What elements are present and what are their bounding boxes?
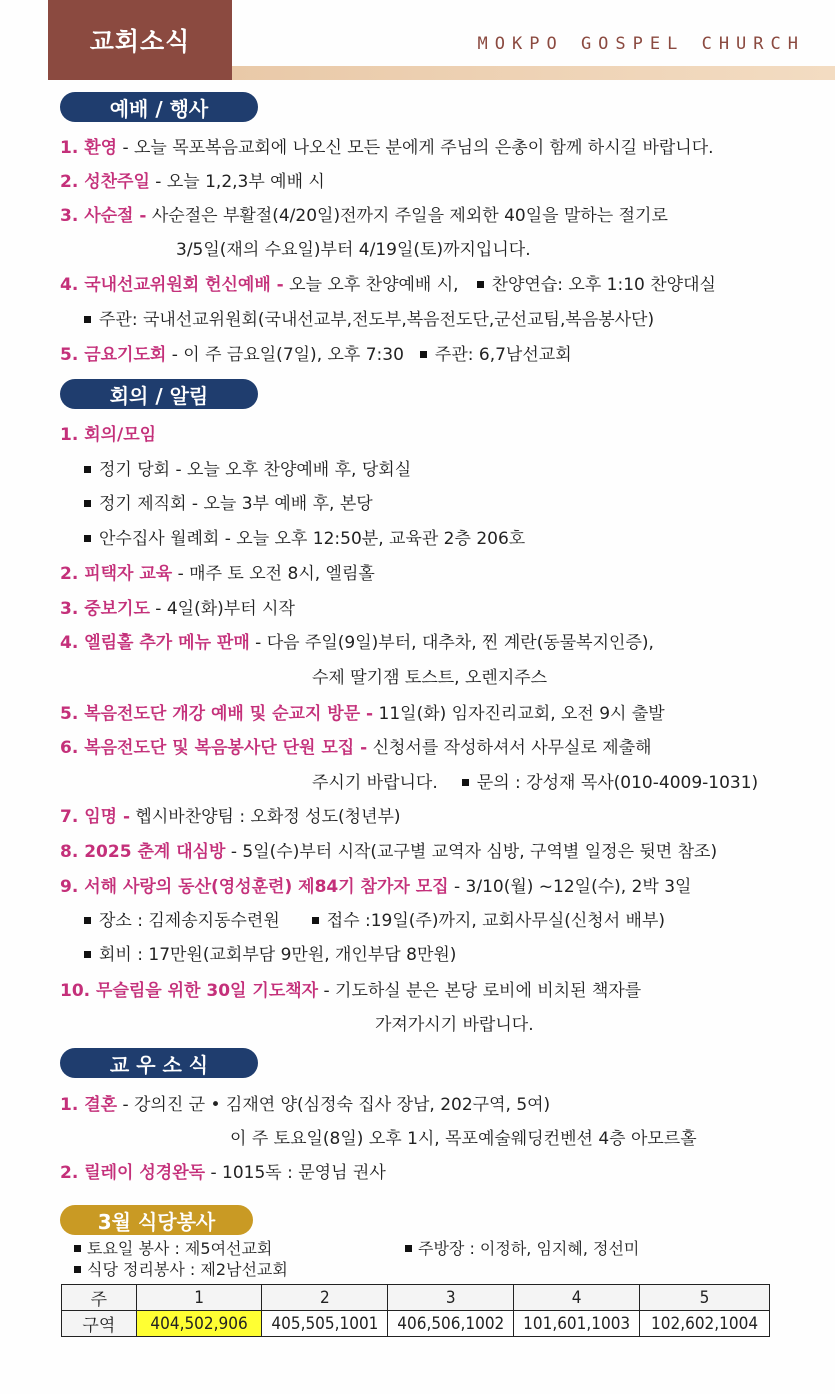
meeting-item-title: 7. 임명 -	[60, 807, 131, 827]
bullet-icon	[74, 1245, 81, 1252]
bullet-icon	[84, 535, 91, 542]
section-worship-header: 예배 / 행사	[60, 92, 258, 122]
worship-item-text: - 오늘 목포복음교회에 나오신 모든 분에게 주님의 은총이 함께 하시길 바랍니다.	[117, 138, 714, 158]
meeting-item-text: - 다음 주일(9일)부터, 대추차, 찐 계란(동물복지인증),	[249, 633, 654, 653]
table-cell: 406,506,1002	[388, 1311, 514, 1337]
members-item-2	[60, 1161, 386, 1185]
table-header-cell: 2	[262, 1285, 388, 1311]
meeting-item-9-sub	[82, 943, 456, 967]
meeting-item-6-cont	[312, 771, 758, 795]
table-row	[62, 1311, 770, 1337]
meeting-item-title: 8. 2025 춘계 대심방	[60, 842, 226, 862]
members-item-text: - 1015독 : 문영님 권사	[205, 1163, 386, 1183]
meeting-item-title: 1. 회의/모임	[60, 425, 157, 445]
table-header-cell: 1	[136, 1285, 262, 1311]
table-cell: 102,602,1004	[640, 1311, 770, 1337]
worship-item-3	[60, 204, 668, 228]
meeting-item-10	[60, 979, 641, 1003]
meeting-item-text: - 기도하실 분은 본당 로비에 비치된 책자를	[318, 981, 642, 1001]
meeting-item-4	[60, 631, 654, 655]
worship-item-text: 오늘 오후 찬양예배 시,	[283, 275, 459, 295]
meeting-item-text: 11일(화) 임자진리교회, 오전 9시 출발	[373, 704, 665, 724]
meeting-item-text: 헵시바찬양팀 : 오화정 성도(청년부)	[130, 807, 401, 827]
worship-item-title: 4. 국내선교위원회 헌신예배 -	[60, 275, 284, 295]
cafeteria-cleanup-text: 식당 정리봉사 : 제2남선교회	[87, 1260, 288, 1279]
meeting-item-7	[60, 805, 401, 829]
meeting-item-cont-text: 주시기 바랍니다.	[312, 773, 438, 793]
bullet-icon	[84, 500, 91, 507]
worship-item-2	[60, 170, 325, 194]
meeting-item-text: - 4일(화)부터 시작	[149, 599, 295, 619]
meeting-item-title: 4. 엘림홀 추가 메뉴 판매	[60, 633, 250, 653]
meeting-item-text: - 3/10(월) ~12일(수), 2박 3일	[448, 877, 692, 897]
meeting-item-1-sub	[82, 458, 411, 482]
worship-item-5	[60, 343, 572, 367]
members-item-1-cont: 이 주 토요일(8일) 오후 1시, 목포예술웨딩컨벤션 4층 아모르홀	[230, 1129, 697, 1149]
table-cell: 405,505,1001	[262, 1311, 388, 1337]
bullet-icon	[84, 466, 91, 473]
table-header-row	[62, 1285, 770, 1311]
cafeteria-saturday-text: 토요일 봉사 : 제5여선교회	[87, 1239, 273, 1258]
section-members-header: 교 우 소 식	[60, 1048, 258, 1078]
worship-item-text: - 오늘 1,2,3부 예배 시	[149, 172, 325, 192]
worship-item-1	[60, 136, 714, 160]
worship-item-title: 2. 성찬주일	[60, 172, 150, 192]
worship-item-title: 3. 사순절 -	[60, 206, 147, 226]
bullet-icon	[420, 351, 427, 358]
table-cell: 구역	[62, 1311, 137, 1337]
meeting-item-sub-text: 안수집사 월례회 - 오늘 오후 12:50분, 교육관 2층 206호	[99, 529, 526, 549]
meeting-item-title: 9. 서해 사랑의 동산(영성훈련) 제84기 참가자 모집	[60, 877, 449, 897]
meeting-item-text: - 5일(수)부터 시작(교구별 교역자 심방, 구역별 일정은 뒷면 참조)	[225, 842, 718, 862]
cafeteria-kitchen-text: 주방장 : 이정하, 임지혜, 정선미	[418, 1239, 640, 1258]
members-item-title: 2. 릴레이 성경완독	[60, 1163, 206, 1183]
meeting-item-4-cont: 수제 딸기잼 토스트, 오렌지주스	[312, 668, 548, 688]
section-meeting-header: 회의 / 알림	[60, 379, 258, 409]
page-title: 교회소식	[48, 0, 232, 80]
meeting-item-sub-text: 정기 제직회 - 오늘 3부 예배 후, 본당	[99, 494, 373, 514]
cafeteria-saturday	[72, 1239, 272, 1259]
bullet-icon	[84, 951, 91, 958]
bullet-icon	[84, 316, 91, 323]
meeting-item-9	[60, 875, 691, 899]
meeting-item-1-sub	[82, 492, 373, 516]
meeting-item-3	[60, 597, 295, 621]
bullet-icon	[74, 1266, 81, 1273]
meeting-item-text: - 매주 토 오전 8시, 엘림홀	[172, 564, 375, 584]
worship-item-text: - 이 주 금요일(7일), 오후 7:30	[166, 345, 404, 365]
table-header-cell: 주	[62, 1285, 137, 1311]
cafeteria-duty-table	[61, 1284, 770, 1337]
meeting-item-title: 10. 무슬림을 위한 30일 기도책자	[60, 981, 319, 1001]
members-item-1	[60, 1093, 550, 1117]
meeting-item-title: 2. 피택자 교육	[60, 564, 173, 584]
members-item-title: 1. 결혼	[60, 1095, 118, 1115]
table-header-cell: 3	[388, 1285, 514, 1311]
section-cafeteria-header: 3월 식당봉사	[60, 1205, 253, 1235]
worship-item-title: 5. 금요기도회	[60, 345, 167, 365]
table-cell: 101,601,1003	[514, 1311, 640, 1337]
meeting-item-1-sub	[82, 527, 525, 551]
bullet-icon	[312, 917, 319, 924]
meeting-item-extra: 문의 : 강성재 목사(010-4009-1031)	[476, 773, 759, 793]
meeting-item-8	[60, 840, 717, 864]
worship-item-extra: 주관: 6,7남선교회	[434, 345, 572, 365]
cafeteria-kitchen	[403, 1239, 639, 1259]
worship-item-4-sub	[82, 308, 654, 332]
bullet-icon	[405, 1245, 412, 1252]
meeting-item-2	[60, 562, 375, 586]
worship-item-text: 사순절은 부활절(4/20일)전까지 주일을 제외한 40일을 말하는 절기로	[146, 206, 668, 226]
table-header-cell: 5	[640, 1285, 770, 1311]
meeting-item-1	[60, 423, 156, 447]
meeting-item-sub-text: 회비 : 17만원(교회부담 9만원, 개인부담 8만원)	[99, 945, 457, 965]
meeting-item-9-sub	[82, 909, 665, 933]
cafeteria-cleanup	[72, 1260, 288, 1280]
meeting-item-sub-text: 접수 :19일(주)까지, 교회사무실(신청서 배부)	[326, 911, 666, 931]
meeting-item-title: 6. 복음전도단 및 복음봉사단 단원 모집 -	[60, 738, 368, 758]
meeting-item-title: 5. 복음전도단 개강 예배 및 순교지 방문 -	[60, 704, 374, 724]
worship-item-3-cont: 3/5일(재의 수요일)부터 4/19일(토)까지입니다.	[176, 240, 531, 260]
bullet-icon	[462, 779, 469, 786]
meeting-item-sub-text: 정기 당회 - 오늘 오후 찬양예배 후, 당회실	[99, 460, 412, 480]
worship-item-4	[60, 273, 716, 297]
bullet-icon	[477, 281, 484, 288]
meeting-item-title: 3. 중보기도	[60, 599, 150, 619]
bullet-icon	[84, 917, 91, 924]
church-name: MOKPO GOSPEL CHURCH	[477, 34, 805, 54]
meeting-item-5	[60, 702, 665, 726]
table-cell-highlighted: 404,502,906	[136, 1311, 262, 1337]
meeting-item-6	[60, 736, 652, 760]
members-item-text: - 강의진 군 • 김재연 양(심정숙 집사 장남, 202구역, 5여)	[117, 1095, 551, 1115]
meeting-item-text: 신청서를 작성하셔서 사무실로 제출해	[367, 738, 652, 758]
meeting-item-10-cont: 가져가시기 바랍니다.	[375, 1015, 534, 1035]
worship-item-title: 1. 환영	[60, 138, 118, 158]
worship-item-extra: 찬양연습: 오후 1:10 찬양대실	[491, 275, 716, 295]
worship-item-sub-text: 주관: 국내선교위원회(국내선교부,전도부,복음전도단,군선교팀,복음봉사단)	[99, 310, 655, 330]
table-header-cell: 4	[514, 1285, 640, 1311]
meeting-item-sub-text: 장소 : 김제송지동수련원	[99, 911, 280, 931]
